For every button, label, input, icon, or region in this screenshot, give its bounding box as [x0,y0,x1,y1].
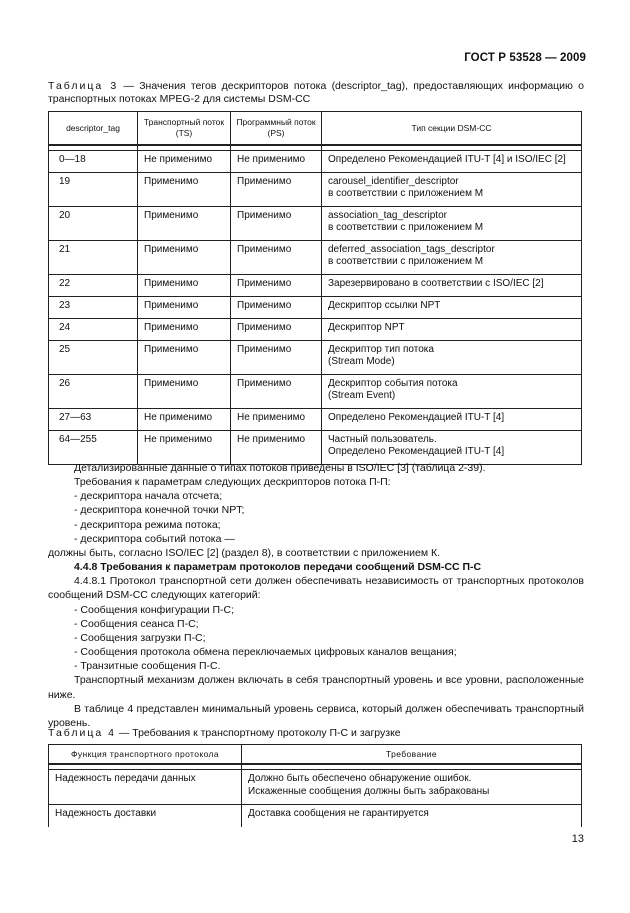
function-cell: Надежность передачи данных [49,770,242,805]
list-item: - дескриптора начала отсчета; [74,490,223,503]
section-type-cell: Зарезервировано в соответствии с ISO/IEC [2] [322,275,582,297]
descriptor-tag-cell: 20 [49,207,138,241]
paragraph: Требования к параметрам следующих дескрипторов потока П-П: [74,476,391,489]
section-type-cell: carousel_identifier_descriptor в соответствии с приложением М [322,173,582,207]
table-row [49,770,582,805]
table-row [49,275,582,297]
column-header-transport-stream: Транспортный поток (TS) [138,112,231,146]
transport-stream-cell: Применимо [138,275,231,297]
column-header-function: Функция транспортного протокола [49,745,242,765]
descriptor-list [48,489,584,546]
section-type-cell: association_tag_descriptor в соответствии с приложением М [322,207,582,241]
table3-caption-prefix: Таблица 3 [48,80,119,92]
section-type-cell: Дескриптор тип потока (Stream Mode) [322,341,582,375]
section-heading: 4.4.8 Требования к параметрам протоколов передачи сообщений DSM-CC П-С [74,561,482,574]
table4-caption [48,727,584,740]
requirement-cell: Доставка сообщения не гарантируется [242,805,582,827]
table-row [49,241,582,275]
paragraph: Детализированные данные о типах потоков приведены в ISO/IEC [3] (таблица 2-39). [74,462,486,474]
section-type-cell: Дескриптор события потока (Stream Event) [322,375,582,409]
list-item: - Сообщения сеанса П-С; [74,617,199,630]
section-type-cell: Определено Рекомендацией ITU-T [4] и ISO/IEC [2] [322,151,582,173]
program-stream-cell: Не применимо [231,431,322,465]
program-stream-cell: Не применимо [231,409,322,431]
table3-caption-text: — Значения тегов дескрипторов потока (descriptor_tag), предоставляющих информацию о транспортных потоках MPEG-2 для системы DSM-CC [48,80,584,105]
list-item: - дескриптора режима потока; [74,518,221,531]
table4-caption-prefix: Таблица 4 [48,727,116,739]
section-type-cell: deferred_association_tags_descriptor в соответствии с приложением М [322,241,582,275]
list-item: - Сообщения загрузки П-С; [74,631,206,644]
paragraph: В таблице 4 представлен минимальный уровень сервиса, который должен обеспечивать транспортный уровень. [48,702,584,729]
section-type-cell: Дескриптор NPT [322,319,582,341]
program-stream-cell: Применимо [231,275,322,297]
descriptor-tag-cell: 25 [49,341,138,375]
transport-stream-cell: Применимо [138,241,231,275]
list-item: - Транзитные сообщения П-С. [74,660,221,673]
transport-stream-cell: Не применимо [138,151,231,173]
table-row [49,341,582,375]
table-row [49,151,582,173]
table-row [49,207,582,241]
table-row [49,431,582,465]
table4-caption-text: — Требования к транспортному протоколу П-С и загрузке [115,727,401,739]
descriptor-tag-table [48,111,582,465]
table-row [49,173,582,207]
program-stream-cell: Применимо [231,207,322,241]
message-category-list [48,603,584,674]
transport-protocol-requirements-table [48,744,582,827]
descriptor-tag-cell: 24 [49,319,138,341]
column-header-requirement: Требование [242,745,582,765]
page-number: 13 [571,833,584,845]
body-text [48,461,584,730]
program-stream-cell: Применимо [231,319,322,341]
descriptor-tag-cell: 21 [49,241,138,275]
transport-stream-cell: Применимо [138,297,231,319]
table-row [49,375,582,409]
transport-stream-cell: Не применимо [138,409,231,431]
table-row [49,297,582,319]
paragraph: должны быть, согласно ISO/IEC [2] (раздел 8), в соответствии с приложением К. [48,546,441,559]
transport-stream-cell: Не применимо [138,431,231,465]
section-type-cell: Дескриптор ссылки NPT [322,297,582,319]
section-type-cell: Частный пользователь. Определено Рекомендацией ITU-T [4] [322,431,582,465]
paragraph: 4.4.8.1 Протокол транспортной сети должен обеспечивать независимость от транспортных протоколов сообщений DSM-CC следующих категорий: [48,575,584,602]
transport-stream-cell: Применимо [138,173,231,207]
program-stream-cell: Применимо [231,375,322,409]
descriptor-tag-cell: 23 [49,297,138,319]
descriptor-tag-cell: 64—255 [49,431,138,465]
list-item: - дескриптора событий потока — [74,532,235,545]
table-header-row [49,112,582,146]
descriptor-tag-cell: 19 [49,173,138,207]
list-item: - Сообщения протокола обмена переключаемых цифровых каналов вещания; [74,646,457,659]
program-stream-cell: Применимо [231,173,322,207]
table-row [49,805,582,827]
requirement-cell: Должно быть обеспечено обнаружение ошибок. Искаженные сообщения должны быть забракованы [242,770,582,805]
table-row [49,319,582,341]
program-stream-cell: Применимо [231,241,322,275]
column-header-program-stream: Программный поток (PS) [231,112,322,146]
descriptor-tag-cell: 26 [49,375,138,409]
table-row [49,409,582,431]
list-item: - дескриптора конечной точки NPT; [74,504,245,517]
column-header-descriptor-tag: descriptor_tag [49,112,138,146]
program-stream-cell: Не применимо [231,151,322,173]
paragraph: Транспортный механизм должен включать в себя транспортный уровень и все уровни, расположенные ниже. [48,674,584,701]
transport-stream-cell: Применимо [138,375,231,409]
column-header-section-type: Тип секции DSM-CC [322,112,582,146]
list-item: - Сообщения конфигурации П-С; [74,603,235,616]
descriptor-tag-cell: 27—63 [49,409,138,431]
transport-stream-cell: Применимо [138,319,231,341]
program-stream-cell: Применимо [231,341,322,375]
descriptor-tag-cell: 0—18 [49,151,138,173]
table-header-row [49,745,582,765]
transport-stream-cell: Применимо [138,207,231,241]
descriptor-tag-cell: 22 [49,275,138,297]
document-standard-number: ГОСТ Р 53528 — 2009 [464,52,586,64]
section-type-cell: Определено Рекомендацией ITU-T [4] [322,409,582,431]
function-cell: Надежность доставки [49,805,242,827]
program-stream-cell: Применимо [231,297,322,319]
table3-caption [48,80,584,106]
transport-stream-cell: Применимо [138,341,231,375]
